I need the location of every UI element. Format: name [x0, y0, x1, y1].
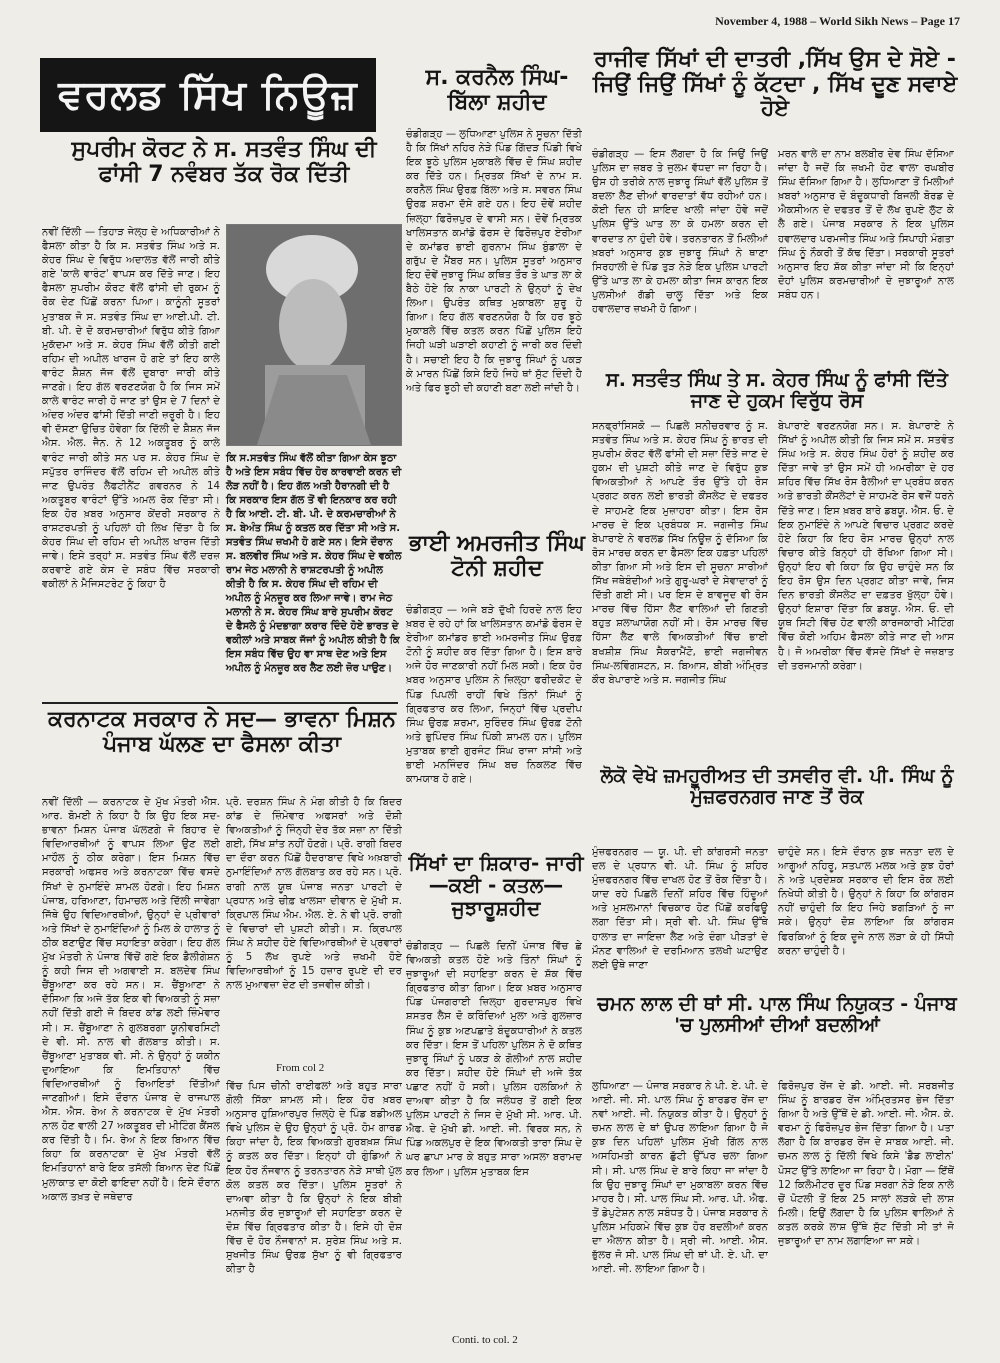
- from-col-note: From col 2: [276, 1062, 325, 1074]
- article-police-body-left: ਲੁਧਿਆਣਾ — ਪੰਜਾਬ ਸਰਕਾਰ ਨੇ ਪੀ. ਏ. ਪੀ. ਦੇ ਆਈ. ਜੀ. ਸੀ. ਪਾਲ ਸਿੰਘ ਨੂੰ ਬਾਰਡਰ ਰੇਂਜ ਦਾ ਨਵਾਂ ਆਈ. ਜੀ. ਨਿਯੁਕਤ ਕੀਤਾ ਹੈ। ਉਨ੍ਹਾਂ ਨੂੰ ਚਮਨ ਲਾਲ ਦੇ ਥਾਂ ਉਪਰ ਲਾਇਆ ਗਿਆ ਹੈ ਜੋ ਕੁਝ ਦਿਨ ਪਹਿਲਾਂ ਪੁਲਿਸ ਮੁੱਖੀ ਗਿੱਲ ਨਾਲ ਅਸਹਿਮਤੀ ਕਾਰਨ ਛੁੱਟੀ ਉੱਪਰ ਚਲਾ ਗਿਆ ਸੀ। ਸੀ. ਪਾਲ ਸਿੰਘ ਦੇ ਬਾਰੇ ਕਿਹਾ ਜਾ ਜਾਂਦਾ ਹੈ ਕਿ ਉਹ ਜੁਝਾਰੂ ਸਿੰਘਾਂ ਦਾ ਮੁਕਾਬਲਾ ਕਰਨ ਵਿੱਚ ਮਾਹਰ ਹੈ। ਸੀ. ਪਾਲ ਸਿੰਘ ਸੀ. ਆਰ. ਪੀ. ਐਫ. ਤੋਂ ਡੇਪੁਟੇਸ਼ਨ ਨਾਲ ਸਬੰਧਤ ਹੈ। ਪੰਜਾਬ ਸਰਕਾਰ ਨੇ ਪੁਲਿਸ ਮਹਿਕਮੇ ਵਿੱਚ ਕੁਝ ਹੋਰ ਬਦਲੀਆਂ ਕਰਨ ਦਾ ਐਲਾਨ ਕੀਤਾ ਹੈ। ਸ੍ਰੀ ਜੀ. ਆਈ. ਐਸ. ਭੁੱਲਰ ਜੋ ਸੀ. ਪਾਲ ਸਿੰਘ ਦੀ ਥਾਂ ਪੀ. ਏ. ਪੀ. ਦਾ ਆਈ. ਜੀ. ਲਾਇਆ ਗਿਆ ਹੈ।: [592, 1081, 768, 1276]
- headline-supreme-court: ਸੁਪਰੀਮ ਕੋਰਟ ਨੇ ਸ. ਸਤਵੰਤ ਸਿੰਘ ਦੀ ਫਾਂਸੀ 7 ਨਵੰਬਰ ਤੱਕ ਰੋਕ ਦਿੱਤੀ: [71, 137, 377, 187]
- article-protest-body-left: ਸਨਫ੍ਰਾਂਸਿਸਕੋ — ਪਿਛਲੇ ਸਨੀਚਰਵਾਰ ਨੂੰ ਸ. ਸਤਵੰਤ ਸਿੰਘ ਅਤੇ ਸ. ਕੇਹਰ ਸਿੰਘ ਨੂੰ ਭਾਰਤ ਦੀ ਸੁਪਰੀਮ ਕੋਰਟ ਵੱਲੋਂ ਫਾਂਸੀ ਦੀ ਸਜ਼ਾ ਦਿੱਤੇ ਜਾਣ ਦੇ ਹੁਕਮ ਦੀ ਪੁਸ਼ਟੀ ਕੀਤੇ ਜਾਣ ਦੇ ਵਿਰੁੱਧ ਕੁਝ ਵਿਅਕਤੀਆਂ ਨੇ ਆਪਣੇ ਤੌਰ ਉੱਤੇ ਹੀ ਰੋਸ ਪ੍ਰਗਟ ਕਰਨ ਲਈ ਭਾਰਤੀ ਕੌਂਸਲੇਟ ਦੇ ਦਫਤਰ ਦੇ ਸਾਹਮਣੇ ਇਕ ਮੁਜ਼ਾਹਰਾ ਕੀਤਾ। ਇਸ ਰੋਸ ਮਾਰਚ ਦੇ ਇਕ ਪ੍ਰਬੰਧਕ ਸ. ਜਗਜੀਤ ਸਿੰਘ ਬੇਪਾਰਾਏ ਨੇ ਵਰਲਡ ਸਿੱਖ ਨਿਊਜ਼ ਨੂੰ ਦੱਸਿਆ ਕਿ ਰੋਸ ਮਾਰਚ ਕਰਨ ਦਾ ਫੈਸਲਾ ਇਕ ਹਫ਼ਤਾ ਪਹਿਲਾਂ ਕੀਤਾ ਗਿਆ ਸੀ ਅਤੇ ਇਸ ਦੀ ਸੂਚਨਾ ਸਾਰੀਆਂ ਸਿੱਖ ਜਥੇਬੰਦੀਆਂ ਅਤੇ ਗੁਰੂ-ਘਰਾਂ ਦੇ ਸੇਵਾਦਾਰਾਂ ਨੂੰ ਦਿੱਤੀ ਗਈ ਸੀ। ਪਰ ਇਸ ਦੇ ਬਾਵਜੂਦ ਵੀ ਰੋਸ ਮਾਰਚ ਵਿੱਚ ਹਿੱਸਾ ਲੈਣ ਵਾਲਿਆਂ ਦੀ ਗਿਣਤੀ ਬਹੁਤ ਸ਼ਲਾਘਾਯੋਗ ਨਹੀਂ ਸੀ। ਰੋਸ ਮਾਰਚ ਵਿੱਚ ਹਿੱਸਾ ਲੈਣ ਵਾਲੇ ਵਿਅਕਤੀਆਂ ਵਿੱਚ ਭਾਈ ਬਖਸ਼ੀਸ਼ ਸਿੰਘ ਸੈਕਰਾਮੈਂਟੋ, ਭਾਈ ਜਗਜੀਵਨ ਸਿੰਘ-ਲਵਿੰਗਸਟਨ, ਸ. ਬਿਆਸ, ਬੀਬੀ ਅੰਮ੍ਰਿਤ ਕੌਰ ਬੇਪਾਰਾਏ ਅਤੇ ਸ. ਜਗਜੀਤ ਸਿੰਘ: [592, 421, 768, 686]
- page-header: November 4, 1988 – World Sikh News – Page 17: [715, 14, 960, 28]
- portrait-photo: [226, 224, 402, 446]
- photo-caption: ਕਿ ਸ.ਸਤਵੰਤ ਸਿੰਘ ਵੱਲੋਂ ਕੀਤਾ ਗਿਆ ਕੇਸ ਝੂਠਾ ਹੈ ਅਤੇ ਇਸ ਸਬੰਧ ਵਿੱਚ ਹੋਰ ਕਾਰਵਾਈ ਕਰਨ ਦੀ ਲੋੜ ਨਹੀਂ ਹੈ। ਇਹ ਗੱਲ ਅਤੀ ਹੈਰਾਨਗੀ ਦੀ ਹੈ ਕਿ ਸਰਕਾਰ ਇਸ ਗੱਲ ਤੋਂ ਵੀ ਇਨਕਾਰ ਕਰ ਰਹੀ ਹੈ ਕਿ ਆਈ. ਟੀ. ਬੀ. ਪੀ. ਦੇ ਕਰਮਚਾਰੀਆਂ ਨੇ ਸ. ਬੇਅੰਤ ਸਿੰਘ ਨੂੰ ਕਤਲ ਕਰ ਦਿੱਤਾ ਸੀ ਅਤੇ ਸ. ਸਤਵੰਤ ਸਿੰਘ ਜ਼ਖਮੀ ਹੋ ਗਏ ਸਨ। ਇਸੇ ਦੌਰਾਨ ਸ. ਬਲਵੀਰ ਸਿੰਘ ਅਤੇ ਸ. ਕੇਹਰ ਸਿੰਘ ਦੇ ਵਕੀਲ ਰਾਮ ਜੇਠ ਮਲਾਨੀ ਨੇ ਰਾਸ਼ਟਰਪਤੀ ਨੂੰ ਅਪੀਲ ਕੀਤੀ ਹੈ ਕਿ ਸ. ਕੇਹਰ ਸਿੰਘ ਦੀ ਰਹਿਮ ਦੀ ਅਪੀਲ ਨੂੰ ਮੰਨਜ਼ੂਰ ਕਰ ਲਿਆ ਜਾਵੇ। ਰਾਮ ਜੇਠ ਮਲਾਨੀ ਨੇ ਸ. ਕੇਹਰ ਸਿੰਘ ਬਾਰੇ ਸੁਪਰੀਮ ਕੋਰਟ ਦੇ ਫੈਸਲੇ ਨੂੰ ਮੰਦਭਾਗਾ ਕਰਾਰ ਦਿੰਦੇ ਹੋਏ ਭਾਰਤ ਦੇ ਵਕੀਲਾਂ ਅਤੇ ਸਾਬਕ ਜੱਜਾਂ ਨੂੰ ਅਪੀਲ ਕੀਤੀ ਹੈ ਕਿ ਇਸ ਸਬੰਧ ਵਿੱਚ ਉਹ ਵਾ ਸਾਥ ਦੇਣ ਅਤੇ ਇਸ ਅਪੀਲ ਨੂੰ ਮੰਨਜ਼ੂਰ ਕਰ ਲੈਣ ਲਈ ਜ਼ੋਰ ਪਾਉਣ।: [226, 453, 402, 674]
- article-vp-singh-body-left: ਮੁੰਜ਼ਫਰਨਗਰ — ਯੂ. ਪੀ. ਦੀ ਕਾਂਗਰਸੀ ਜਨਤਾ ਦਲ ਦੇ ਪ੍ਰਧਾਨ ਵੀ. ਪੀ. ਸਿੰਘ ਨੂੰ ਸ਼ਹਿਰ ਮੁੰਜ਼ਫਰਨਗਰ ਵਿੱਚ ਦਾਖਲ ਹੋਣ ਤੋਂ ਰੋਕ ਦਿੱਤਾ ਹੈ। ਯਾਦ ਰਹੇ ਪਿਛਲੇ ਦਿਨੀਂ ਸ਼ਹਿਰ ਵਿੱਚ ਹਿੰਦੂਆਂ ਅਤੇ ਮੁਸਲਮਾਨਾਂ ਵਿਚਕਾਰ ਹੋਣ ਪਿੱਛੋਂ ਕਰਫਿਊ ਲਗਾ ਦਿੱਤਾ ਸੀ। ਸ੍ਰੀ ਵੀ. ਪੀ. ਸਿੰਘ ਉੱਥੇ ਹਾਲਾਤ ਦਾ ਜਾਇਜ਼ਾ ਲੈਣ ਅਤੇ ਦੰਗਾ ਪੀੜਤਾਂ ਦੇ ਮੌਨਣ ਵਾਲਿਆਂ ਦੇ ਦਰਮਿਆਨ ਤਲਖੀ ਘਟਾਉਣ ਲਈ ਉਥੇ ਜਾਣਾ: [592, 847, 768, 971]
- article-protest-body-right: ਬੇਪਾਰਾਏ ਵਰਣਨਯੋਗ ਸਨ। ਸ. ਬੇਪਾਰਾਏ ਨੇ ਸਿੱਖਾਂ ਨੂੰ ਅਪੀਲ ਕੀਤੀ ਕਿ ਜਿਸ ਸਮੇਂ ਸ. ਸਤਵੰਤ ਸਿੰਘ ਅਤੇ ਸ. ਕੇਹਰ ਸਿੰਘ ਹੋਰਾਂ ਨੂੰ ਸ਼ਹੀਦ ਕਰ ਦਿੱਤਾ ਜਾਵੇ ਤਾਂ ਉਸ ਸਮੇਂ ਹੀ ਅਮਰੀਕਾ ਦੇ ਹਰ ਸ਼ਹਿਰ ਵਿੱਚ ਸਿੱਖ ਰੋਸ ਰੈਲੀਆਂ ਦਾ ਪ੍ਰਬੰਧ ਕਰਨ ਅਤੇ ਭਾਰਤੀ ਕੌਂਸਲੇਟਾਂ ਦੇ ਸਾਹਮਣੇ ਰੋਸ ਵਜੋਂ ਧਰਨੇ ਦਿੱਤੇ ਜਾਣ। ਇਸ ਖ਼ਬਰ ਬਾਰੇ ਡਬਯੂ. ਐਸ. ਓ. ਦੇ ਇਕ ਨੁਮਾਇੰਦੇ ਨੇ ਆਪਣੇ ਵਿਚਾਰ ਪ੍ਰਗਟ ਕਰਦੇ ਹੋਏ ਕਿਹਾ ਕਿ ਇਹ ਰੋਸ ਮਾਰਚ ਉਨ੍ਹਾਂ ਨਾਲ ਵਿਚਾਰ ਕੀਤੇ ਬਿਨ੍ਹਾਂ ਹੀ ਰੱਖਿਆ ਗਿਆ ਸੀ। ਉਨ੍ਹਾਂ ਇਹ ਵੀ ਕਿਹਾ ਕਿ ਉਹ ਚਾਹੁੰਦੇ ਸਨ ਕਿ ਇਹ ਰੋਸ ਉਸ ਦਿਨ ਪ੍ਰਗਟ ਕੀਤਾ ਜਾਵੇ, ਜਿਸ ਦਿਨ ਭਾਰਤੀ ਕੌਂਸਲੇਟ ਦਾ ਦਫ਼ਤਰ ਖੁੱਲ੍ਹਾ ਹੋਵੇ। ਉਨ੍ਹਾਂ ਇਸ਼ਾਰਾ ਦਿੱਤਾ ਕਿ ਡਬਯੂ. ਐਸ. ਓ. ਦੀ ਯੂਥ ਸਿਟੀ ਵਿੱਚ ਹੋਣ ਵਾਲੀ ਕਾਰਜਕਾਰੀ ਮੀਟਿੰਗ ਵਿੱਚ ਕੋਈ ਅਹਿਮ ਫੈਸਲਾ ਕੀਤੇ ਜਾਣ ਦੀ ਆਸ ਹੈ। ਜੋ ਅਮਰੀਕਾ ਵਿੱਚ ਵੱਸਦੇ ਸਿੱਖਾਂ ਦੇ ਜਜ਼ਬਾਤ ਦੀ ਤਰਜਮਾਨੀ ਕਰੇਗਾ।: [778, 421, 954, 672]
- headline-police-transfers: ਚਮਨ ਲਾਲ ਦੀ ਥਾਂ ਸੀ. ਪਾਲ ਸਿੰਘ ਨਿਯੁਕਤ - ਪੰਜਾਬ 'ਚ ਪੁਲਸੀਆਂ ਦੀਆਂ ਬਦਲੀਆਂ: [597, 993, 957, 1037]
- article-rajiv-body-left: ਚੰਡੀਗੜ੍ਹ — ਇਸ ਲੱਗਦਾ ਹੈ ਕਿ ਜਿਉਂ ਜਿਉਂ ਪੁਲਿਸ ਦਾ ਜ਼ਬਰ ਤੇ ਜੁਲਮ ਵੱਧਦਾ ਜਾ ਰਿਹਾ ਹੈ। ਉਸ ਹੀ ਤਰੀਕੇ ਨਾਲ ਜੁਝਾਰੂ ਸਿੰਘਾਂ ਵੱਲੋਂ ਪੁਲਿਸ ਤੋਂ ਬਦਲਾ ਲੈਣ ਦੀਆਂ ਵਾਰਦਾਤਾਂ ਵੱਧ ਰਹੀਆਂ ਹਨ। ਕੋਈ ਦਿਨ ਹੀ ਸ਼ਾਇਦ ਖਾਲੀ ਜਾਂਦਾ ਹੋਵੇ ਜਦੋਂ ਪੁਲਿਸ ਉੱਤੇ ਘਾਤ ਲਾ ਕੇ ਹਮਲਾ ਕਰਨ ਦੀ ਵਾਰਦਾਤ ਨਾ ਹੁੰਦੀ ਹੋਵੇ। ਤਰਨਤਾਰਨ ਤੋਂ ਮਿਲੀਆਂ ਖ਼ਬਰਾਂ ਅਨੁਸਾਰ ਕੁਝ ਜੁਝਾਰੂ ਸਿੰਘਾਂ ਨੇ ਥਾਣਾ ਸਿਰਹਾਲੀ ਦੇ ਪਿੰਡ ਤੁੜ ਨੇੜੇ ਇਕ ਪੁਲਿਸ ਪਾਰਟੀ ਉੱਤੇ ਘਾਤ ਲਾ ਕੇ ਹਮਲਾ ਕੀਤਾ ਜਿਸ ਕਾਰਨ ਇਕ ਪੁਲਸੀਆਂ ਗੱਡੀ ਚਾਲੂ ਦਿੱਤਾ ਅਤੇ ਇਕ ਹਵਾਲਦਾਰ ਜ਼ਖਮੀ ਹੋ ਗਿਆ।: [592, 149, 768, 316]
- headline-vp-singh: ਲੋਕੋ ਵੇਖੋ ਜ਼ਮਹੂਰੀਅਤ ਦੀ ਤਸਵੀਰ ਵੀ. ਪੀ. ਸਿੰਘ ਨੂੰ ਮੁੰਜ਼ਫਰਨਗਰ ਜਾਣ ਤੋਂ ਰੋਕ: [600, 765, 954, 809]
- article-karnataka-body-right: ਪ੍ਰੋ. ਦਰਸ਼ਨ ਸਿੰਘ ਨੇ ਮੰਗ ਕੀਤੀ ਹੈ ਕਿ ਬਿਦਰ ਕਾਂਡ ਦੇ ਜ਼ਿੰਮੇਵਾਰ ਅਫਸਰਾਂ ਅਤੇ ਦੋਸ਼ੀ ਵਿਅਕਤੀਆਂ ਨੂੰ ਜਿੰਨ੍ਹੀ ਦੇਰ ਤੱਕ ਸਜ਼ਾ ਨਾ ਦਿੱਤੀ ਗਈ, ਸਿੱਖ ਸ਼ਾਂਤ ਨਹੀਂ ਹੋਣਗੇ। ਪ੍ਰੋ. ਰਾਗੀ ਬਿਦਰ ਦਾ ਦੌਰਾ ਕਰਨ ਪਿੱਛੋਂ ਹੈਦਰਾਬਾਦ ਵਿਖੇ ਅਖ਼ਬਾਰੀ ਨੁਮਾਇੰਦਿਆਂ ਨਾਲ ਗੱਲਬਾਤ ਕਰ ਰਹੇ ਸਨ। ਪ੍ਰੋ. ਰਾਗੀ ਨਾਲ ਯੂਥ ਪੰਜਾਬ ਜਨਤਾ ਪਾਰਟੀ ਦੇ ਪ੍ਰਧਾਨ ਅਤੇ ਚੀਫ਼ ਖਾਲਸਾ ਦੀਵਾਨ ਦੇ ਮੁੱਖੀ ਸ. ਕ੍ਰਿਪਾਲ ਸਿੰਘ ਐਮ. ਐਲ. ਏ. ਨੇ ਵੀ ਪ੍ਰੋ. ਰਾਗੀ ਦੇ ਵਿਚਾਰਾਂ ਦੀ ਪੁਸ਼ਟੀ ਕੀਤੀ। ਸ. ਕ੍ਰਿਪਾਲ ਸਿੰਘ ਨੇ ਸ਼ਹੀਦ ਹੋਏ ਵਿਦਿਆਰਥੀਆਂ ਦੇ ਪ੍ਰਵਾਰਾਂ ਨੂੰ 5 ਲੱਖ ਰੁਪਏ ਅਤੇ ਜ਼ਖਮੀ ਹੋਏ ਵਿਦਿਆਰਥੀਆਂ ਨੂੰ 15 ਹਜ਼ਾਰ ਰੁਪਏ ਦੀ ਦਰ ਨਾਲ ਮੁਆਵਜ਼ਾ ਦੇਣ ਦੀ ਤਜਵੀਜ਼ ਕੀਤੀ।: [226, 797, 402, 992]
- headline-sikh-hunt: ਸਿੱਖਾਂ ਦਾ ਸ਼ਿਕਾਰ- ਜਾਰੀ —ਕਈ - ਕਤਲ—ਜੁਝਾਰੂਸ਼ਹੀਦ: [408, 851, 584, 920]
- article-karnataka-body-left: ਨਵੀਂ ਦਿੱਲੀ — ਕਰਨਾਟਕ ਦੇ ਮੁੱਖ ਮੰਤਰੀ ਐਸ. ਆਰ. ਬੋਮਈ ਨੇ ਕਿਹਾ ਹੈ ਕਿ ਉਹ ਇਕ ਸਦ-ਭਾਵਨਾ ਮਿਸ਼ਨ ਪੰਜਾਬ ਘੱਲਣਗੇ ਜੋ ਬਿਹਾਰ ਦੇ ਵਿਦਿਆਰਥੀਆਂ ਨੂੰ ਵਾਪਸ ਲਿਆ ਉਣ ਲਈ ਮਾਹੌਲ ਨੂੰ ਠੀਕ ਕਰੇਗਾ। ਇਸ ਮਿਸ਼ਨ ਵਿੱਚ ਸਰਕਾਰੀ ਅਫਸਰ ਅਤੇ ਕਰਨਾਟਕਾ ਵਿੱਚ ਵਸਦੇ ਸਿੱਖਾਂ ਦੇ ਨੁਮਾਇੰਦੇ ਸ਼ਾਮਲ ਹੋਣਗੇ। ਇਹ ਮਿਸ਼ਨ ਪੰਜਾਬ, ਹਰਿਆਣਾ, ਹਿਮਾਚਲ ਅਤੇ ਦਿੱਲੀ ਜਾਵੇਗਾ ਜਿੱਥੇ ਉਹ ਵਿਦਿਆਰਥੀਆਂ, ਉਨ੍ਹਾਂ ਦੇ ਪ੍ਰੀਵਾਰਾਂ ਅਤੇ ਸਿੱਖਾਂ ਦੇ ਨੁਮਾਇੰਦਿਆਂ ਨੂੰ ਮਿਲ ਕੇ ਹਾਲਾਤ ਨੂੰ ਠੀਕ ਬਣਾਉਣ ਵਿੱਚ ਸਹਾਇਤਾ ਕਰੇਗਾ। ਇਹ ਗੱਲ ਮੁੱਖ ਮੰਤਰੀ ਨੇ ਪੰਜਾਬ ਵਿੱਚੋਂ ਗਏ ਇਕ ਡੈਲੀਗੇਸ਼ਨ ਨੂੰ ਕਹੀ ਜਿਸ ਦੀ ਅਗਵਾਈ ਸ. ਬਲਦੇਵ ਸਿੰਘ ਚੈਂਬੂਆਣਾ ਕਰ ਰਹੇ ਸਨ। ਸ. ਚੈਂਬੂਆਣਾ ਨੇ ਦੱਸਿਆ ਕਿ ਅਜੇ ਤੱਕ ਇਕ ਵੀ ਵਿਅਕਤੀ ਨੂੰ ਸਜ਼ਾ ਨਹੀਂ ਦਿੱਤੀ ਗਈ ਜੋ ਬਿਦਰ ਕਾਂਡ ਲਈ ਜ਼ਿੰਮੇਵਾਰ ਸੀ। ਸ. ਚੈਂਬੂਆਣਾ ਨੇ ਗੁਲਬਰਗਾ ਯੂਨੀਵਰਸਿਟੀ ਦੇ ਵੀ. ਸੀ. ਨਾਲ ਵੀ ਗੱਲਬਾਤ ਕੀਤੀ। ਸ. ਚੈਂਬੂਆਣਾ ਮੁਤਾਬਕ ਵੀ. ਸੀ. ਨੇ ਉਨ੍ਹਾਂ ਨੂੰ ਯਕੀਨ ਦੁਆਇਆ ਕਿ ਇਮਤਿਹਾਨਾਂ ਵਿੱਚ ਵਿਦਿਆਰਥੀਆਂ ਨੂੰ ਰਿਆਇਤਾਂ ਦਿੱਤੀਆਂ ਜਾਣਗੀਆਂ। ਇਸੇ ਦੌਰਾਨ ਪੰਜਾਬ ਦੇ ਰਾਜਪਾਲ ਐਸ. ਐਸ. ਰੇਅ ਨੇ ਕਰਨਾਟਕ ਦੇ ਮੁੱਖ ਮੰਤਰੀ ਨਾਲ ਹੋਣ ਵਾਲੀ 27 ਅਕਤੂਬਰ ਦੀ ਮੀਟਿੰਗ ਕੈਂਸਲ ਕਰ ਦਿੱਤੀ ਹੈ। ਮਿ. ਰੇਅ ਨੇ ਇਕ ਬਿਆਨ ਵਿੱਚ ਕਿਹਾ ਕਿ ਕਰਨਾਟਕਾ ਦੇ ਮੁੱਖ ਮੰਤਰੀ ਵੱਲੋਂ ਇਮਤਿਹਾਨਾਂ ਬਾਰੇ ਇਕ ਤਸੱਲੀ ਬਿਆਨ ਦੇਣ ਪਿੱਛੋਂ ਮੁਲਾਕਾਤ ਦਾ ਕੋਈ ਫਾਇਦਾ ਨਹੀਂ ਹੈ। ਇਸੇ ਦੌਰਾਨ ਅਕਾਲ ਤਖ਼ਤ ਦੇ ਜਥੇਦਾਰ: [42, 797, 220, 1203]
- article-karnail-singh-body: ਚੰਡੀਗੜ੍ਹ — ਲੁਧਿਆਣਾ ਪੁਲਿਸ ਨੇ ਸੂਚਨਾ ਦਿੱਤੀ ਹੈ ਕਿ ਸਿੱਖਾਂ ਨਹਿਰ ਨੇੜੇ ਪਿੰਡ ਗਿੱਦੜ ਪਿੰਡੀ ਵਿਖੇ ਇਕ ਝੂਠੇ ਪੁਲਿਸ ਮੁਕਾਬਲੇ ਵਿੱਚ ਦੋ ਸਿੰਘ ਸ਼ਹੀਦ ਕਰ ਦਿੱਤੇ ਹਨ। ਮ੍ਰਿਤਕ ਸਿੱਖਾਂ ਦੇ ਨਾਮ ਸ. ਕਰਨੈਲ ਸਿੰਘ ਉਰਫ਼ ਬਿੱਲਾ ਅਤੇ ਸ. ਸਵਰਨ ਸਿੰਘ ਉਰਫ਼ ਸ਼ਰਮਾ ਦੱਸੇ ਗਏ ਹਨ। ਇਹ ਦੋਵੇਂ ਸ਼ਹੀਦ ਜ਼ਿਲ੍ਹਾ ਫਿਰੋਜ਼ਪੁਰ ਦੇ ਵਾਸੀ ਸਨ। ਦੋਵੇਂ ਮ੍ਰਿਤਕ ਖਾਲਿਸਤਾਨ ਕਮਾਂਡੋ ਫੋਰਸ ਦੇ ਫਿਰੋਜ਼ਪੁਰ ਏਰੀਆ ਦੇ ਕਮਾਂਡਰ ਭਾਈ ਗੁਰਨਾਮ ਸਿੰਘ ਬੁੰਡਾਲਾ ਦੇ ਗਰੁੱਪ ਦੇ ਮੈਂਬਰ ਸਨ। ਪੁਲਿਸ ਸੂਤਰਾਂ ਅਨੁਸਾਰ ਇਹ ਦੋਵੇਂ ਜੁਝਾਰੂ ਸਿੰਘ ਕਥਿਤ ਤੌਰ ਤੇ ਘਾਤ ਲਾ ਕੇ ਬੈਠੇ ਹੋਏ ਕਿ ਨਾਕਾ ਪਾਰਟੀ ਨੇ ਉਨ੍ਹਾਂ ਨੂੰ ਦੇਖ ਲਿਆ। ਉਪਰੰਤ ਕਥਿਤ ਮੁਕਾਬਲਾ ਸ਼ੁਰੂ ਹੋ ਗਿਆ। ਇਹ ਗੱਲ ਵਰਣਨਯੋਗ ਹੈ ਕਿ ਹਰ ਝੂਠੇ ਮੁਕਾਬਲੇ ਵਿੱਚ ਕਤਲ ਕਰਨ ਪਿੱਛੋਂ ਪੁਲਿਸ ਇਹੋ ਜਿਹੀ ਘੜੀ ਘੜਾਈ ਕਹਾਣੀ ਨੂੰ ਜਾਰੀ ਕਰ ਦਿੰਦੀ ਹੈ। ਸਚਾਈ ਇਹ ਹੈ ਕਿ ਜੁਝਾਰੂ ਸਿੰਘਾਂ ਨੂੰ ਪਕੜ ਕੇ ਮਾਰਨ ਪਿੱਛੋਂ ਕਿਸੇ ਇਹੋ ਜਿਹੇ ਥਾਂ ਸੁੱਟ ਦਿੰਦੀ ਹੈ ਅਤੇ ਫਿਰ ਝੂਠੀ ਦੀ ਕਹਾਣੀ ਬਣਾ ਲਈ ਜਾਂਦੀ ਹੈ।: [406, 129, 582, 394]
- article-supreme-court-body: ਨਵੀਂ ਦਿੱਲੀ — ਤਿਹਾੜ ਜੇਲ੍ਹ ਦੇ ਅਧਿਕਾਰੀਆਂ ਨੇ ਫੈਸਲਾ ਕੀਤਾ ਹੈ ਕਿ ਸ. ਸਤਵੰਤ ਸਿੰਘ ਅਤੇ ਸ. ਕੇਹਰ ਸਿੰਘ ਦੇ ਵਿਰੁੱਧ ਅਦਾਲਤ ਵੱਲੋਂ ਜਾਰੀ ਕੀਤੇ ਗਏ 'ਕਾਲੇ ਵਾਰੰਟ' ਵਾਪਸ ਕਰ ਦਿੱਤੇ ਜਾਣ। ਇਹ ਫੈਸਲਾ ਸੁਪਰੀਮ ਕੋਰਟ ਵੱਲੋਂ ਫਾਂਸੀ ਦੀ ਰੁਕਮ ਨੂੰ ਰੋਕ ਦੇਣ ਪਿੱਛੋਂ ਕਰਨਾ ਪਿਆ। ਕਾਨੂੰਨੀ ਸੂਤਰਾਂ ਮੁਤਾਬਕ ਜੋ ਸ. ਸਤਵੰਤ ਸਿੰਘ ਦਾ ਆਈ.ਪੀ. ਟੀ. ਬੀ. ਪੀ. ਦੇ ਦੋ ਕਰਮਚਾਰੀਆਂ ਵਿਰੁੱਧ ਕੀਤੇ ਗਿਆ ਮੁਕੱਦਮਾ ਅਤੇ ਸ. ਕੇਹਰ ਸਿੰਘ ਵੱਲੋਂ ਕੀਤੀ ਗਈ ਰਹਿਮ ਦੀ ਅਪੀਲ ਖਾਰਜ ਹੋ ਗਏ ਤਾਂ ਇਹ ਕਾਲੇ ਵਾਰੰਟ ਸ਼ੈਸ਼ਨ ਜੱਜ ਵੱਲੋਂ ਦੁਬਾਰਾ ਜਾਰੀ ਕੀਤੇ ਜਾਣਗੇ। ਇਹ ਗੱਲ ਵਰਣਣਯੋਗ ਹੈ ਕਿ ਜਿਸ ਸਮੇਂ ਕਾਲੇ ਵਾਰੰਟ ਜਾਰੀ ਹੋ ਜਾਣ ਤਾਂ ਉਸ ਦੇ 7 ਦਿਨਾਂ ਦੇ ਅੰਦਰ ਅੰਦਰ ਫਾਂਸੀ ਦਿੱਤੀ ਜਾਣੀ ਜ਼ਰੂਰੀ ਹੈ। ਇਹ ਵੀ ਦੱਸਣਾ ਉਚਿਤ ਹੋਵੇਗਾ ਕਿ ਦਿੱਲੀ ਦੇ ਸ਼ੈਸ਼ਨ ਜੱਜ ਐਸ. ਐਲ. ਜੈਨ. ਨੇ 12 ਅਕਤੂਬਰ ਨੂੰ ਕਾਲੇ ਵਾਰੰਟ ਜਾਰੀ ਕੀਤੇ ਸਨ ਪਰ ਸ. ਕੇਹਰ ਸਿੰਘ ਦੇ ਸਪੁੱਤਰ ਰਾਜਿੰਦਰ ਵੱਲੋਂ ਰਹਿਮ ਦੀ ਅਪੀਲ ਕੀਤੇ ਜਾਣ ਉਪਰੰਤ ਲੈਫਟੀਨੈਂਟ ਗਵਰਨਰ ਨੇ 14 ਅਕਤੂਬਰ ਵਾਰੰਟਾਂ ਉੱਤੇ ਅਮਲ ਰੋਕ ਦਿੱਤਾ ਸੀ। ਇਕ ਹੋਰ ਖ਼ਬਰ ਅਨੁਸਾਰ ਕੇਂਦਰੀ ਸਰਕਾਰ ਨੇ ਰਾਸ਼ਟਰਪਤੀ ਨੂੰ ਪਹਿਲਾਂ ਹੀ ਲਿਖ ਦਿੱਤਾ ਹੈ ਕਿ ਕੇਹਰ ਸਿੰਘ ਦੀ ਰਹਿਮ ਦੀ ਅਪੀਲ ਖਾਰਜ ਦਿੱਤੀ ਜਾਵੇ। ਇਸੇ ਤਰ੍ਹਾਂ ਸ. ਸਤਵੰਤ ਸਿੰਘ ਵੱਲੋਂ ਦਰਜ਼ ਕਰਵਾਏ ਗਏ ਕੇਸ ਦੇ ਸਬੰਧ ਵਿੱਚ ਸਰਕਾਰੀ ਵਕੀਲਾਂ ਨੇ ਮੈਜਿਸਟਰੇਟ ਨੂੰ ਕਿਹਾ ਹੈ: [42, 227, 220, 591]
- section-divider: [42, 702, 398, 704]
- conti-col-note: Conti. to col. 2: [452, 1334, 518, 1346]
- headline-rajiv-sikhs: ਰਾਜੀਵ ਸਿੱਖਾਂ ਦੀ ਦਾਤਰੀ ,ਸਿੱਖ ਉਸ ਦੇ ਸੋਏ - ਜਿਉਂ ਜਿਉਂ ਸਿੱਖਾਂ ਨੂੰ ਕੱਟਦਾ , ਸਿੱਖ ਦੂਣ ਸਵਾਏ ਹੋਏ: [592, 47, 958, 122]
- headline-karnail-singh: ਸ. ਕਰਨੈਲ ਸਿੰਘ- ਬਿੱਲਾ ਸ਼ਹੀਦ: [425, 65, 569, 115]
- masthead: ਵਰਲਡ ਸਿੱਖ ਨਿਊਜ਼: [40, 58, 376, 132]
- article-sikh-hunt-body: ਚੰਡੀਗੜ੍ਹ — ਪਿਛਲੇ ਦਿਨੀਂ ਪੰਜਾਬ ਵਿੱਚ ਛੇ ਵਿਅਕਤੀ ਕਤਲ ਹੋਏ ਅਤੇ ਤਿੰਨਾਂ ਸਿੰਘਾਂ ਨੂੰ ਜੁਝਾਰੂਆਂ ਦੀ ਸਹਾਇਤਾ ਕਰਨ ਦੇ ਸ਼ੱਕ ਵਿੱਚ ਗ੍ਰਿਫਤਾਰ ਕੀਤਾ ਗਿਆ। ਇਕ ਖ਼ਬਰ ਅਨੁਸਾਰ ਪਿੰਡ ਪੰਜਗਰਾਈ ਜ਼ਿਲ੍ਹਾ ਗੁਰਦਾਸਪੁਰ ਵਿਖੇ ਸ਼ਸਤਰ ਲੈਸ ਦੋ ਕਰਿੰਦਿਆਂ ਮੁਲਾ ਅਤੇ ਗੁਲਜ਼ਾਰ ਸਿੰਘ ਨੂੰ ਕੁਝ ਅਣਪਛਾਤੇ ਬੰਦੂਕਧਾਰੀਆਂ ਨੇ ਕਤਲ ਕਰ ਦਿੱਤਾ। ਇਸ ਤੋਂ ਪਹਿਲਾ ਪੁਲਿਸ ਨੇ ਦੋ ਕਥਿਤ ਜੁਝਾਰੂ ਸਿੰਘਾਂ ਨੂੰ ਪਕੜ ਕੇ ਗੋਲੀਆਂ ਨਾਲ ਸ਼ਹੀਦ ਕਰ ਦਿੱਤਾ। ਸ਼ਹੀਦ ਹੋਏ ਸਿੰਘਾਂ ਦੀ ਅਜੇ ਤੱਕ ਪਛਾਣ ਨਹੀਂ ਹੋ ਸਕੀ। ਪੁਲਿਸ ਹਲਕਿਆਂ ਨੇ ਦਾਅਵਾ ਕੀਤਾ ਹੈ ਕਿ ਜਲੰਧਰ ਤੋਂ ਗਈ ਇਕ ਪੁਲਿਸ ਪਾਰਟੀ ਨੇ ਜਿਸ ਦੇ ਮੁੱਖੀ ਸੀ. ਆਰ. ਪੀ. ਐਫ. ਦੇ ਮੁੱਖੀ ਡੀ. ਆਈ. ਜੀ. ਵਿਰਕ ਸਨ, ਨੇ ਪਿੰਡ ਅਕਲਪੁਰ ਦੇ ਇਕ ਵਿਅਕਤੀ ਤਾਰਾ ਸਿੰਘ ਦੇ ਘਰ ਛਾਪਾ ਮਾਰ ਕੇ ਬਹੁਤ ਸਾਰਾ ਅਸਲਾ ਬਰਾਮਦ ਕਰ ਲਿਆ। ਪੁਲਿਸ ਮੁਤਾਬਕ ਇਸ: [406, 941, 582, 1178]
- article-police-body-right: ਫਿਰੋਜ਼ਪੁਰ ਰੇਂਜ ਦੇ ਡੀ. ਆਈ. ਜੀ. ਸਰਬਜੀਤ ਸਿੰਘ ਨੂੰ ਬਾਰਡਰ ਰੇਂਜ ਅੰਮ੍ਰਿਤਸਰ ਭੇਜ ਦਿੱਤਾ ਗਿਆ ਹੈ ਅਤੇ ਉੱਥੋਂ ਦੇ ਡੀ. ਆਈ. ਜੀ. ਐਸ. ਕੇ. ਵਰਮਾ ਨੂੰ ਫਿਰੋਜ਼ਪੁਰ ਭੇਜ ਦਿੱਤਾ ਗਿਆ ਹੈ। ਪਤਾ ਲੱਗਾ ਹੈ ਕਿ ਬਾਰਡਰ ਰੇਂਜ ਦੇ ਸਾਬਕ ਆਈ. ਜੀ. ਚਮਨ ਲਾਲ ਨੂੰ ਦਿੱਲੀ ਵਿਖੇ ਕਿਸੇ 'ਡੈਡ ਲਾਈਨ' ਪੋਸਟ ਉੱਤੇ ਲਾਇਆ ਜਾ ਰਿਹਾ ਹੈ। ਮੋਗਾ — ਇੱਥੋਂ 12 ਕਿਲੋਮੀਟਰ ਦੂਰ ਪਿੰਡ ਸਰਗਾ ਨੇੜੇ ਇਕ ਨਾਲੇ ਚੋਂ ਪੋਟਲੀ ਤੋਂ ਇਕ 25 ਸਾਲਾਂ ਲੜਕੇ ਦੀ ਲਾਸ਼ ਮਿਲੀ। ਇਉਂ ਲੱਗਦਾ ਹੈ ਕਿ ਪੁਲਿਸ ਵਾਲਿਆਂ ਨੇ ਕਤਲ ਕਰਕੇ ਲਾਸ਼ ਉੱਥੇ ਸੁੱਟ ਦਿੱਤੀ ਸੀ ਤਾਂ ਜੋ ਜੁਝਾਰੂਆਂ ਦਾ ਨਾਮ ਲਗਾਇਆ ਜਾ ਸਕੇ।: [778, 1081, 954, 1248]
- portrait-illustration: [227, 225, 401, 445]
- article-continued-body: ਵਿੱਚ ਪਿਸ ਚੀਨੀ ਰਾਈਫਲਾਂ ਅਤੇ ਬਹੁਤ ਸਾਰਾ ਗੋਲੀ ਸਿੱਕਾ ਸ਼ਾਮਲ ਸੀ। ਇਕ ਹੋਰ ਖ਼ਬਰ ਅਨੁਸਾਰ ਹੁਸ਼ਿਆਰਪੁਰ ਜ਼ਿਲ੍ਹੇ ਦੇ ਪਿੰਡ ਬਡੀਅਲ ਵਿਖੇ ਪੁਲਿਸ ਦੇ ਉਹ ਉਨ੍ਹਾਂ ਨੂੰ ਪ੍ਰੋ. ਹੋਮ ਗਾਰਡ ਕਿਹਾ ਜਾਂਦਾ ਹੈ, ਇਕ ਵਿਅਕਤੀ ਗੁਰਬਖ਼ਸ਼ ਸਿੰਘ ਨੂੰ ਕਤਲ ਕਰ ਦਿੱਤਾ। ਇਨ੍ਹਾਂ ਹੀ ਗੁੰਡਿਆਂ ਨੇ ਇਕ ਹੋਰ ਨੌਜਵਾਨ ਨੂੰ ਤਰਨਤਾਰਨ ਨੇੜੇ ਸਾਥੀ ਪੁੱਲ ਕੋਲ ਕਤਲ ਕਰ ਦਿੱਤਾ। ਪੁਲਿਸ ਸੂਤਰਾਂ ਨੇ ਦਾਅਵਾ ਕੀਤਾ ਹੈ ਕਿ ਉਨ੍ਹਾਂ ਨੇ ਇਕ ਬੀਬੀ ਮਨਜੀਤ ਕੌਰ ਜੁਝਾਰੂਆਂ ਦੀ ਸਹਾਇਤਾ ਕਰਨ ਦੇ ਦੋਸ਼ ਵਿੱਚ ਗ੍ਰਿਫਤਾਰ ਕੀਤਾ ਹੈ। ਇਸੇ ਹੀ ਦੋਸ਼ ਵਿੱਚ ਦੋ ਹੋਰ ਨੌਜਵਾਨਾਂ ਸ. ਸੁਰੇਸ਼ ਸਿੰਘ ਅਤੇ ਸ. ਸੁਖਜੀਤ ਸਿੰਘ ਉਰਫ਼ ਸੁੱਖਾ ਨੂੰ ਵੀ ਗ੍ਰਿਫਤਾਰ ਕੀਤਾ ਹੈ: [226, 1081, 402, 1276]
- article-vp-singh-body-right: ਚਾਹੁੰਦੇ ਸਨ। ਇਸੇ ਦੌਰਾਨ ਕੁਝ ਜਨਤਾ ਦਲ ਦੇ ਆਗੂਆਂ ਨਹਿਰੂ, ਸਤਪਾਲ ਮਲਕ ਅਤੇ ਕੁਝ ਹੋਰਾਂ ਨੇ ਅਤੇ ਪ੍ਰਦੇਸ਼ਕ ਸਰਕਾਰ ਦੀ ਇਸ ਰੋਕ ਲਈ ਨਿਖੇਧੀ ਕੀਤੀ ਹੈ। ਉਨ੍ਹਾਂ ਨੇ ਕਿਹਾ ਕਿ ਕਾਂਗਰਸ ਨਹੀਂ ਚਾਹੁੰਦੀ ਕਿ ਇਹ ਜਿਹੇ ਝਗੜਿਆਂ ਨੂੰ ਜਾ ਸਕੇ। ਉਨ੍ਹਾਂ ਦੋਸ਼ ਲਾਇਆ ਕਿ ਕਾਂਗਰਸ ਫਿਰਕਿਆਂ ਨੂੰ ਇਕ ਦੂਜੇ ਨਾਲ ਲੜਾ ਕੇ ਹੀ ਸਿੱਧੀ ਕਰਨਾ ਚਾਹੁੰਦੀ ਹੈ।: [778, 847, 954, 957]
- headline-protest: ਸ. ਸਤਵੰਤ ਸਿੰਘ ਤੇ ਸ. ਕੇਹਰ ਸਿੰਘ ਨੂੰ ਫਾਂਸੀ ਦਿੱਤੇ ਜਾਣ ਦੇ ਹੁਕਮ ਵਿਰੁੱਧ ਰੋਸ: [606, 369, 948, 413]
- article-amarjit-tony-body: ਚੰਡੀਗੜ੍ਹ — ਅਜੇ ਬੜੇ ਦੁੱਖੀ ਹਿਰਦੇ ਨਾਲ ਇਹ ਖ਼ਬਰ ਦੇ ਰਹੇ ਹਾਂ ਕਿ ਖਾਲਿਸਤਾਨ ਕਮਾਂਡੋ ਫੋਰਸ ਦੇ ਏਰੀਆ ਕਮਾਂਡਰ ਭਾਈ ਅਮਰਜੀਤ ਸਿੰਘ ਉਰਫ਼ ਟੋਨੀ ਨੂੰ ਸ਼ਹੀਦ ਕਰ ਦਿੱਤਾ ਗਿਆ ਹੈ। ਇਸ ਬਾਰੇ ਅਜੇ ਹੋਰ ਜਾਣਕਾਰੀ ਨਹੀਂ ਮਿਲ ਸਕੀ। ਇਕ ਹੋਰ ਖ਼ਬਰ ਅਨੁਸਾਰ ਪੁਲਿਸ ਨੇ ਜ਼ਿਲ੍ਹਾ ਫਰੀਦਕੋਟ ਦੇ ਪਿੰਡ ਪਿਪਲੀ ਰਾਹੀਂ ਵਿਖੇ ਤਿੰਨਾਂ ਸਿੰਘਾਂ ਨੂੰ ਗ੍ਰਿਫਤਾਰ ਕਰ ਲਿਆ, ਜਿਨ੍ਹਾਂ ਵਿੱਚ ਪ੍ਰਦੀਪ ਸਿੰਘ ਉਰਫ਼ ਸ਼ਰਮਾ, ਸੁਰਿੰਦਰ ਸਿੰਘ ਉਰਫ਼ ਟੋਨੀ ਅਤੇ ਭੁਪਿੰਦਰ ਸਿੰਘ ਪਿੰਕੀ ਸ਼ਾਮਲ ਹਨ। ਪੁਲਿਸ ਮੁਤਾਬਕ ਭਾਈ ਗੁਰਜੰਟ ਸਿੰਘ ਰਾਜਾ ਸਾਂਸੀ ਅਤੇ ਭਾਈ ਮਨਜਿੰਦਰ ਸਿੰਘ ਬਚ ਨਿਕਲਣ ਵਿੱਚ ਕਾਮਯਾਬ ਹੋ ਗਏ।: [406, 605, 582, 786]
- headline-karnataka: ਕਰਨਾਟਕ ਸਰਕਾਰ ਨੇ ਸਦ— ਭਾਵਨਾ ਮਿਸ਼ਨ ਪੰਜਾਬ ਘੱਲਣ ਦਾ ਫੈਸਲਾ ਕੀਤਾ: [48, 707, 396, 757]
- article-rajiv-body-right: ਮਰਨ ਵਾਲੇ ਦਾ ਨਾਮ ਬਲਬੀਰ ਦੇਵ ਸਿੰਘ ਦੱਸਿਆ ਜਾਂਦਾ ਹੈ ਜਦੋਂ ਕਿ ਜ਼ਖਮੀ ਹੋਣ ਵਾਲਾ ਰਘਬੀਰ ਸਿੰਘ ਦੱਸਿਆ ਗਿਆ ਹੈ। ਲੁਧਿਆਣਾ ਤੋਂ ਮਿਲੀਆਂ ਖ਼ਬਰਾਂ ਅਨੁਸਾਰ ਦੋ ਬੰਦੂਕਧਾਰੀ ਬਿਜਲੀ ਬੋਰਡ ਦੇ ਐਕਸੀਅਨ ਦੇ ਦਫਤਰ ਤੋਂ ਦੋ ਲੱਖ ਰੁਪਏ ਲੁੱਟ ਕੇ ਲੈ ਗਏ। ਪੰਜਾਬ ਸਰਕਾਰ ਨੇ ਇਕ ਪੁਲਿਸ ਹਵਾਲਦਾਰ ਪਰਮਜੀਤ ਸਿੰਘ ਅਤੇ ਸਿਪਾਹੀ ਮੰਗਤਾ ਸਿੰਘ ਨੂੰ ਨੌਕਰੀ ਤੋਂ ਕੱਢ ਦਿੱਤਾ। ਸਰਕਾਰੀ ਸੂਤਰਾਂ ਅਨੁਸਾਰ ਇਹ ਸ਼ੱਕ ਕੀਤਾ ਜਾਂਦਾ ਸੀ ਕਿ ਇਨ੍ਹਾਂ ਦੋਹਾਂ ਪੁਲਿਸ ਕਰਮਚਾਰੀਆਂ ਦੇ ਜੁਝਾਰੂਆਂ ਨਾਲ ਸਬੰਧ ਹਨ।: [778, 149, 954, 301]
- headline-amarjit-tony: ਭਾਈ ਅਮਰਜੀਤ ਸਿੰਘ ਟੋਨੀ ਸ਼ਹੀਦ: [409, 531, 585, 581]
